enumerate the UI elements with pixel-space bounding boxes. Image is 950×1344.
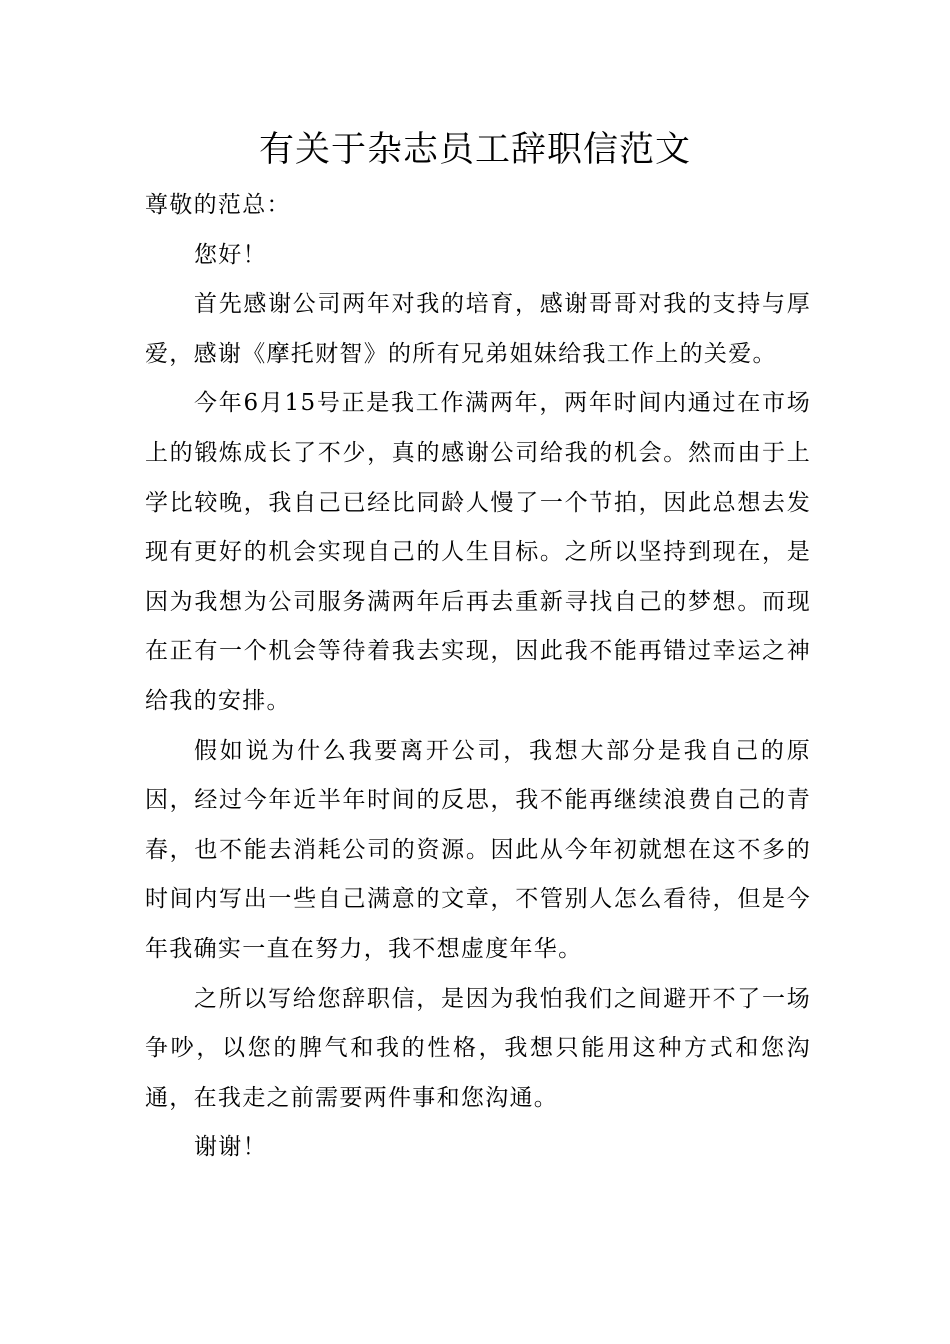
paragraph-communication: 之所以写给您辞职信，是因为我怕我们之间避开不了一场争吵，以您的脾气和我的性格，我想只能用这种方式和您沟通，在我走之前需要两件事和您沟通。 (145, 985, 811, 1111)
greeting: 您好！ (194, 241, 267, 268)
paragraph-reason: 今年6月15号正是我工作满两年，两年时间内通过在市场上的锻炼成长了不少，真的感谢公司给我的机会。然而由于上学比较晚，我自己已经比同龄人慢了一个节拍，因此总想去发现有更好的机会实现自己的人生目标。之所以坚持到现在，是因为我想为公司服务满两年后再去重新寻找自己的梦想。而现在正有一个机会等待着我去实现，因此我不能再错过幸运之神给我的安排。 (145, 390, 811, 714)
paragraph-reflection: 假如说为什么我要离开公司，我想大部分是我自己的原因，经过今年近半年时间的反思，我不能再继续浪费自己的青春，也不能去消耗公司的资源。因此从今年初就想在这不多的时间内写出一些自己满意的文章，不管别人怎么看待，但是今年我确实一直在努力，我不想虚度年华。 (145, 737, 811, 962)
letter-body (145, 181, 811, 1173)
paragraph-thanks: 首先感谢公司两年对我的培育，感谢哥哥对我的支持与厚爱，感谢《摩托财智》的所有兄弟姐妹给我工作上的关爱。 (145, 291, 811, 367)
closing: 谢谢！ (194, 1134, 267, 1161)
salutation: 尊敬的范总： (145, 192, 291, 218)
document-title: 有关于杂志员工辞职信范文 (258, 130, 691, 170)
